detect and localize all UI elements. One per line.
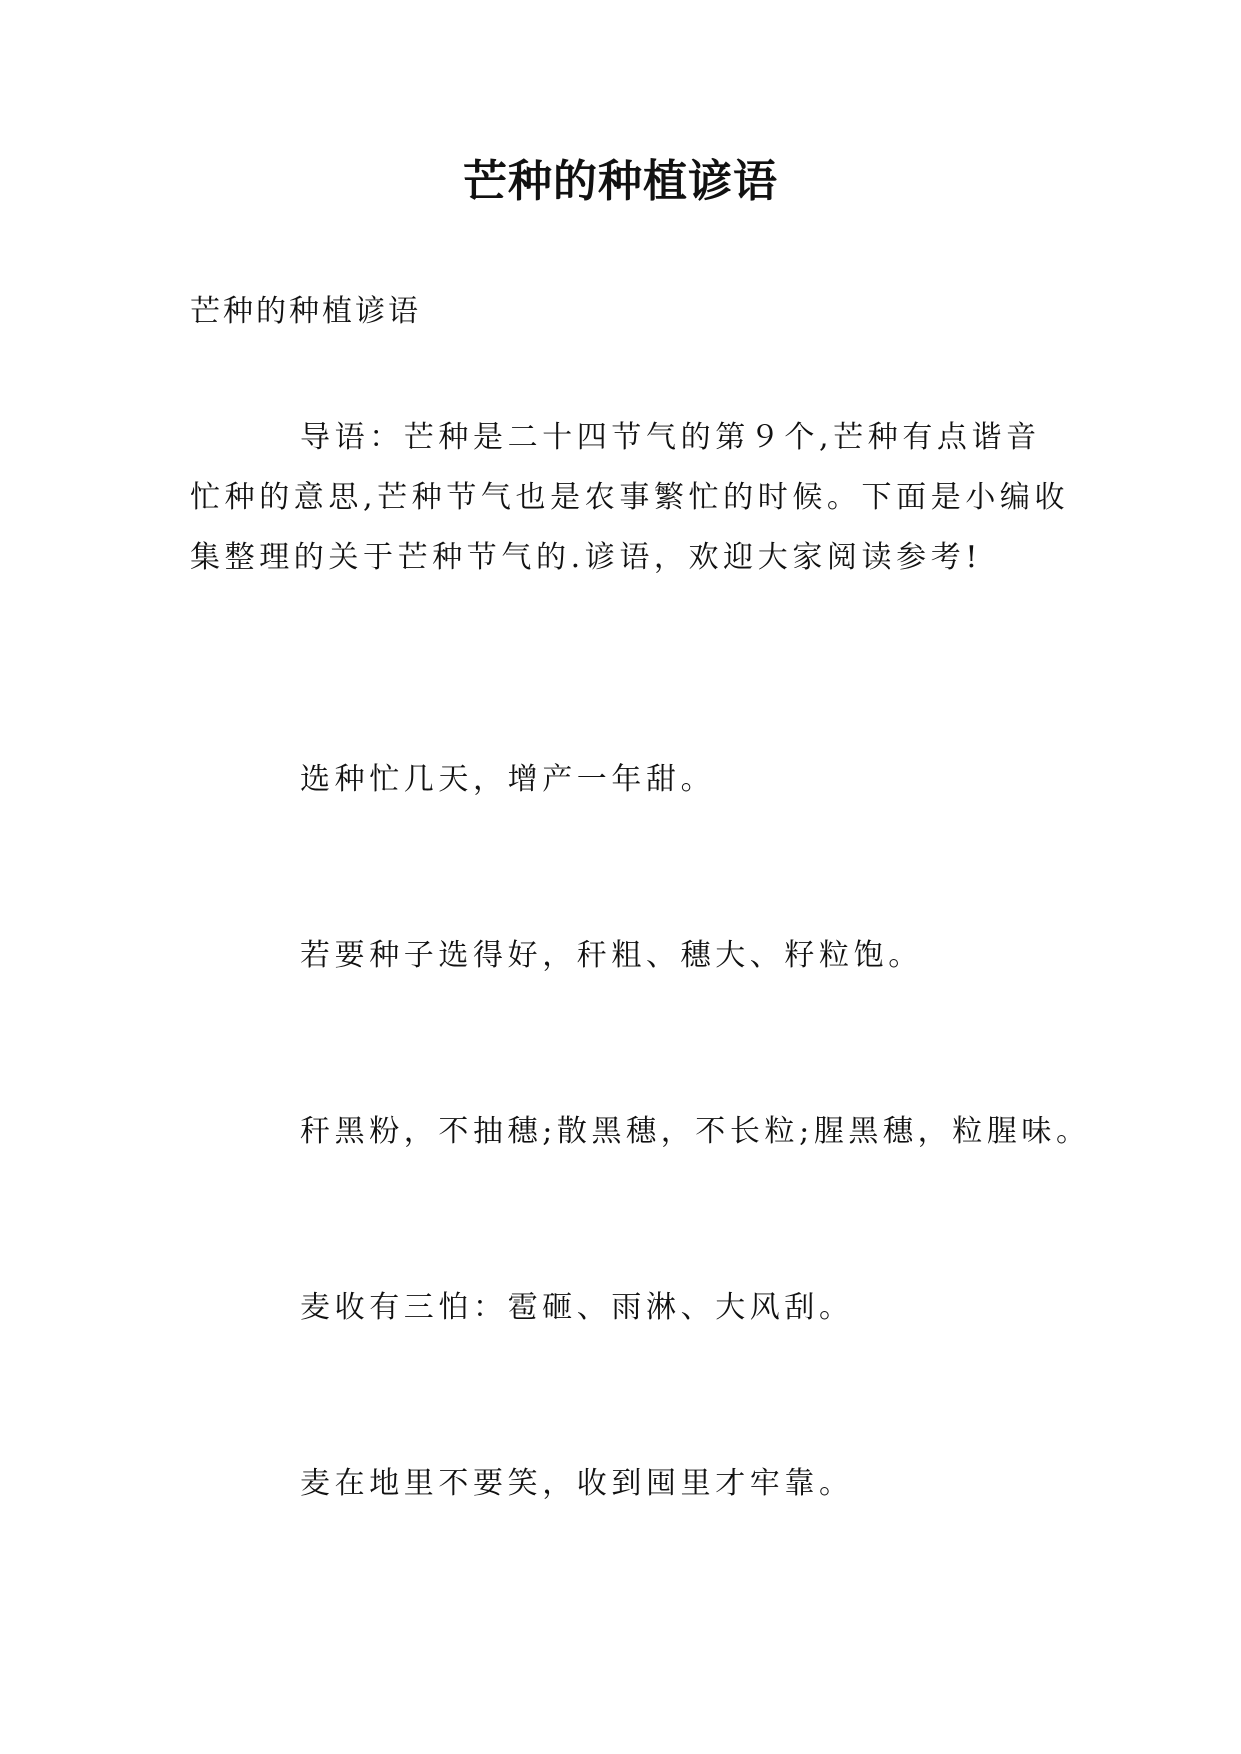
document-title: 芒种的种植谚语 xyxy=(463,156,778,207)
document-subtitle: 芒种的种植谚语 xyxy=(190,294,421,329)
proverb-line: 麦在地里不要笑，收到囤里才牢靠。 xyxy=(300,1466,854,1501)
proverb-line: 若要种子选得好，秆粗、穗大、籽粒饱。 xyxy=(300,938,923,973)
proverb-line: 麦收有三怕：雹砸、雨淋、大风刮。 xyxy=(300,1290,854,1325)
intro-paragraph: 导语：芒种是二十四节气的第９个,芒种有点谐音忙种的意思,芒种节气也是农事繁忙的时候。下面是小编收集整理的关于芒种节气的.谚语，欢迎大家阅读参考! xyxy=(190,420,1070,575)
proverb-line: 选种忙几天，增产一年甜。 xyxy=(300,762,716,797)
proverb-line: 秆黑粉，不抽穗;散黑穗，不长粒;腥黑穗，粒腥味。 xyxy=(300,1114,1091,1149)
